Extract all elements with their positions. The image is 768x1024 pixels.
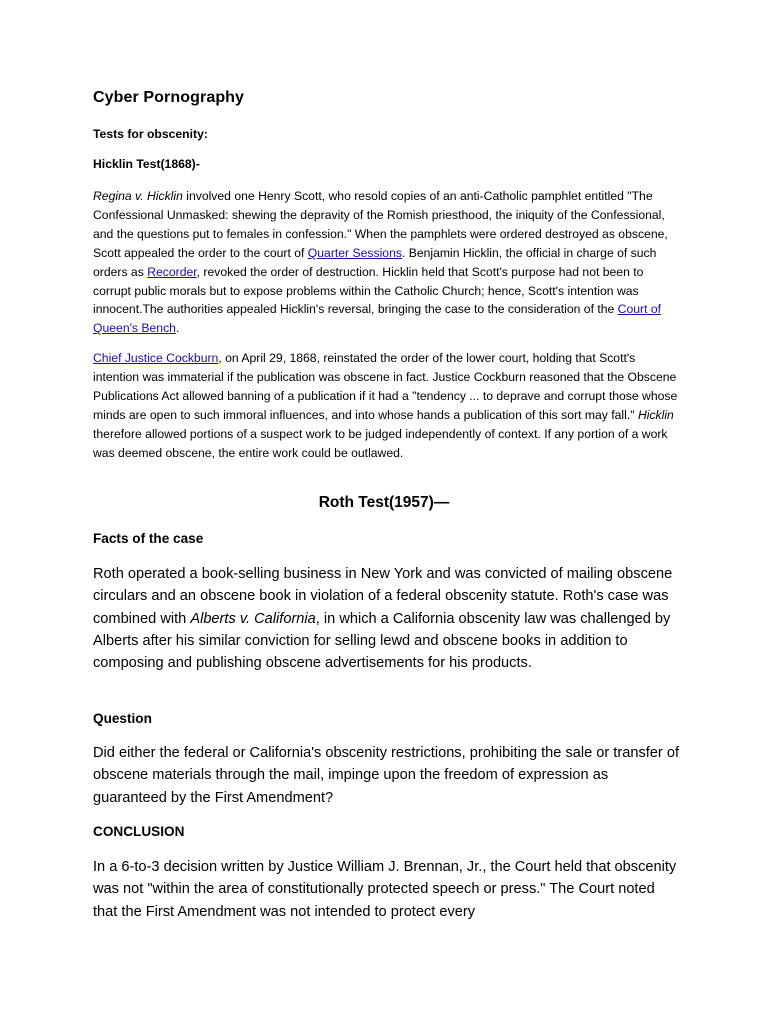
conclusion-heading: CONCLUSION xyxy=(93,824,185,839)
question-heading: Question xyxy=(93,711,152,726)
text-span: . Benjamin Hicklin, the official in charge of such orders as xyxy=(93,245,657,279)
text-span: involved one Henry Scott, who resold copies of an anti-Catholic pamphlet entitled "The Confessional Unmasked: shewing the depravity of the Romish priesthood, the iniquity of the Confessional, and the questions put to females in confession." When the pamphlets were ordered destroyed as obscene, Scott appealed the order to the court of xyxy=(93,189,668,260)
text-span: , revoked the order of destruction. Hicklin held that Scott's purpose had not been to corrupt public morals but to expose problems within the Catholic Church; hence, Scott's intention was innocent.The authorities appealed Hicklin's reversal, bringing the case to the consideration of the xyxy=(93,264,644,317)
case-name: Regina v. Hicklin xyxy=(93,189,183,203)
link-quarter-sessions[interactable]: Quarter Sessions xyxy=(307,245,402,260)
roth-heading: Roth Test(1957)— xyxy=(318,494,450,511)
hicklin-heading: Hicklin Test(1868)- xyxy=(93,157,200,171)
facts-heading: Facts of the case xyxy=(93,531,204,546)
link-court-of-queens-bench[interactable]: Court of Queen's Bench xyxy=(93,302,662,336)
facts-paragraph xyxy=(93,563,683,674)
text-span: therefore allowed portions of a suspect work to be judged independently of context. If any portion of a work was deemed obscene, the entire work could be outlawed. xyxy=(93,426,668,460)
text-span: , in which a California obscenity law was challenged by Alberts after his similar conviction for selling lewd and obscene books in addition to composing and publishing obscene advertisements for his products. xyxy=(93,610,671,672)
tests-heading: Tests for obscenity: xyxy=(93,127,208,141)
link-chief-justice-cockburn[interactable]: Chief Justice Cockburn xyxy=(93,351,219,365)
conclusion-paragraph: In a 6-to-3 decision written by Justice William J. Brennan, Jr., the Court held that obscenity was not "within the area of constitutionally protected speech or press." The Court noted that the First Amendment was not intended to protect every xyxy=(93,859,677,920)
question-paragraph: Did either the federal or California's obscenity restrictions, prohibiting the sale or transfer of obscene materials through the mail, impinge upon the freedom of expression as guaranteed by the First Amendment? xyxy=(93,745,680,806)
case-name-alberts: Alberts v. California xyxy=(190,610,316,627)
hicklin-paragraph-1 xyxy=(93,187,683,338)
link-recorder[interactable]: Recorder xyxy=(147,264,197,279)
hicklin-paragraph-2 xyxy=(93,349,683,462)
text-span: . xyxy=(175,321,180,336)
text-span: , on April 29, 1868, reinstated the order of the lower court, holding that Scott's intention was immaterial if the publication was obscene in fact. Justice Cockburn reasoned that the Obscene Publications Act allowed banning of a publication if it had a "tendency ... to deprave and corrupt those whose minds are open to such immoral influences, and into whose hands a publication of this sort may fall." xyxy=(93,351,678,422)
text-span: Roth operated a book-selling business in New York and was convicted of mailing obscene circulars and an obscene book in violation of a federal obscenity statute. Roth's case was combined with xyxy=(93,566,673,627)
case-name-hicklin: Hicklin xyxy=(637,407,674,422)
document-title: Cyber Pornography xyxy=(93,89,245,106)
